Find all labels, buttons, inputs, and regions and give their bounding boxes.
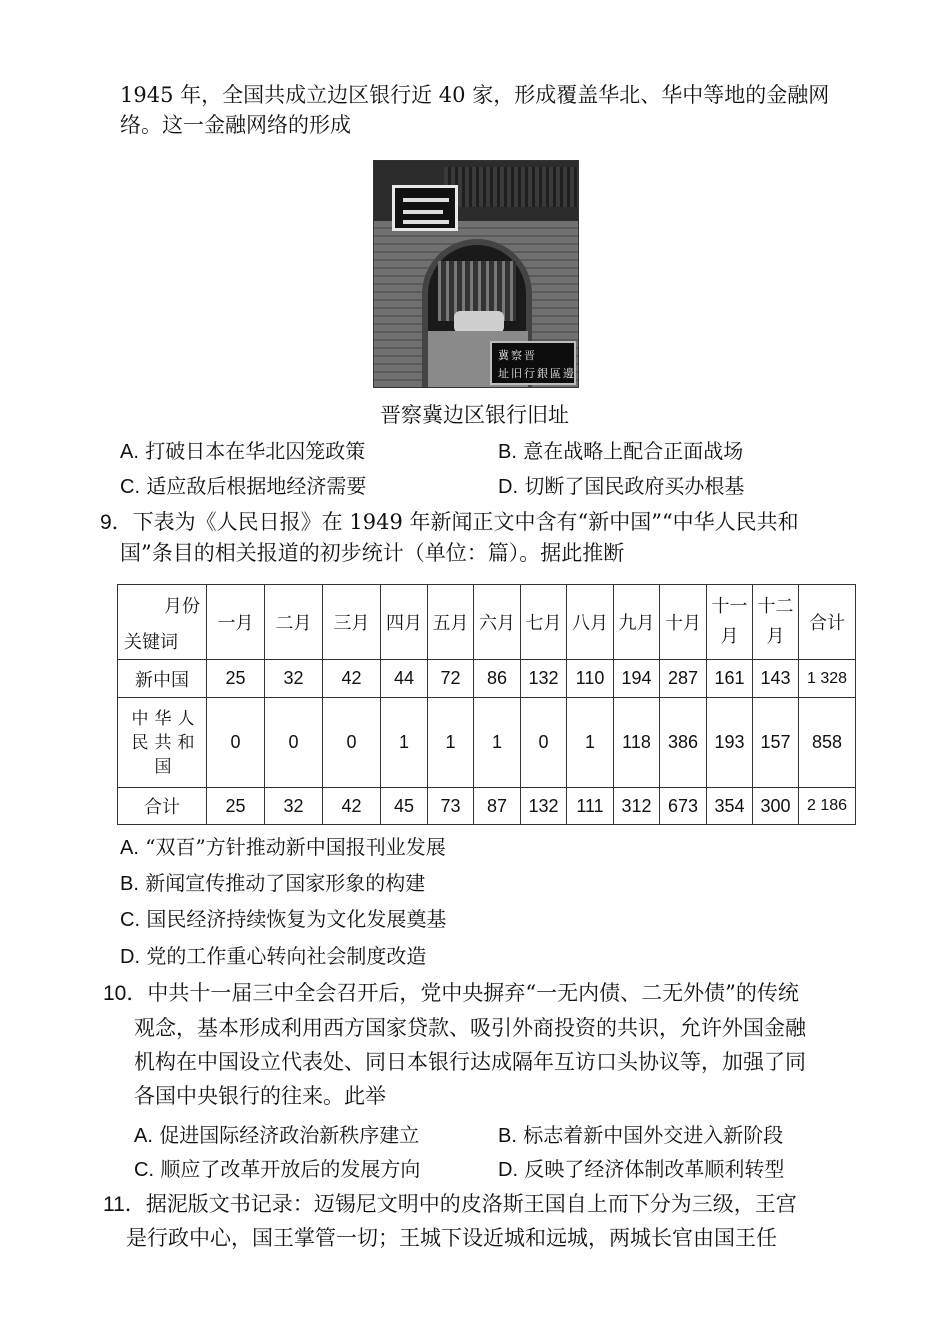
table-cell: 86 <box>474 660 521 698</box>
table-cell: 386 <box>660 698 707 788</box>
table-corner-cell <box>118 585 207 660</box>
photo-caption: 晋察冀边区银行旧址 <box>380 403 569 427</box>
table-cell: 42 <box>323 660 381 698</box>
table-cell: 45 <box>381 788 428 825</box>
sign-text-line-2: 址旧行銀區邊 <box>498 367 576 380</box>
table-cell: 194 <box>614 660 660 698</box>
corner-month-label: 月份 <box>164 596 200 617</box>
table-cell: 1 <box>567 698 614 788</box>
q10-option-c: C. 顺应了改革开放后的发展方向 <box>134 1157 421 1181</box>
table-cell-total: 2 186 <box>799 788 856 825</box>
month-header: 十一月 <box>707 585 753 660</box>
table-cell: 73 <box>428 788 474 825</box>
q10-option-d: D. 反映了经济体制改革顺利转型 <box>498 1157 785 1181</box>
table-cell: 312 <box>614 788 660 825</box>
q10-stem-line-2: 观念，基本形成利用西方国家贷款、吸引外商投资的共识，允许外国金融 <box>134 1016 806 1040</box>
table-cell: 1 <box>381 698 428 788</box>
table-cell: 161 <box>707 660 753 698</box>
q10-stem-line-4: 各国中央银行的往来。此举 <box>134 1084 386 1108</box>
row-label: 合计 <box>118 788 207 825</box>
q9-stem-line-1: 9．下表为《人民日报》在 1949 年新闻正文中含有“新中国”“中华人民共和 <box>100 510 799 534</box>
month-header: 七月 <box>521 585 567 660</box>
q10-stem-line-3: 机构在中国设立代表处、同日本银行达成隔年互访口头协议等，加强了同 <box>134 1050 806 1074</box>
intro-line-1: 1945 年，全国共成立边区银行近 40 家，形成覆盖华北、华中等地的金融网 <box>120 83 830 107</box>
q8-option-a: A. 打破日本在华北囚笼政策 <box>120 439 366 463</box>
row-label: 中华人民共和国 <box>118 698 207 788</box>
photo-lower-sign <box>490 341 576 385</box>
q10-option-a: A. 促进国际经济政治新秩序建立 <box>134 1123 420 1147</box>
table-cell: 0 <box>207 698 265 788</box>
table-cell: 118 <box>614 698 660 788</box>
month-header: 八月 <box>567 585 614 660</box>
table-cell: 0 <box>265 698 323 788</box>
photo-figures <box>454 311 504 333</box>
table-cell: 673 <box>660 788 707 825</box>
q10-stem-line-1: 10．中共十一届三中全会召开后，党中央摒弃“一无内债、二无外债”的传统 <box>103 981 799 1005</box>
row-label: 新中国 <box>118 660 207 698</box>
table-cell: 44 <box>381 660 428 698</box>
month-header: 一月 <box>207 585 265 660</box>
table-cell: 111 <box>567 788 614 825</box>
month-header: 二月 <box>265 585 323 660</box>
month-header: 五月 <box>428 585 474 660</box>
month-header: 六月 <box>474 585 521 660</box>
q11-stem-line-1: 11．据泥版文书记录：迈锡尼文明中的皮洛斯王国自上而下分为三级，王宫 <box>103 1192 797 1216</box>
q9-stats-table <box>117 584 856 825</box>
table-cell: 32 <box>265 660 323 698</box>
table-cell: 143 <box>753 660 799 698</box>
q11-stem-line-2: 是行政中心，国王掌管一切；王城下设近城和远城，两城长官由国王任 <box>126 1226 777 1250</box>
table-cell: 0 <box>521 698 567 788</box>
q9-option-b: B. 新闻宣传推动了国家形象的构建 <box>120 871 426 895</box>
q10-option-b: B. 标志着新中国外交进入新阶段 <box>498 1123 784 1147</box>
table-row <box>118 788 856 825</box>
table-cell: 132 <box>521 660 567 698</box>
month-header: 十月 <box>660 585 707 660</box>
table-cell: 42 <box>323 788 381 825</box>
q8-option-c: C. 适应敌后根据地经济需要 <box>120 474 367 498</box>
sign-text-line-1: 冀察晋 <box>498 349 537 362</box>
month-header: 三月 <box>323 585 381 660</box>
table-cell: 32 <box>265 788 323 825</box>
table-row <box>118 698 856 788</box>
corner-keyword-label: 关键词 <box>124 632 178 653</box>
table-cell: 110 <box>567 660 614 698</box>
q8-option-d: D. 切断了国民政府买办根基 <box>498 474 745 498</box>
photo-upper-sign <box>392 185 458 231</box>
intro-line-2: 络。这一金融网络的形成 <box>120 113 351 137</box>
table-cell: 87 <box>474 788 521 825</box>
table-cell: 72 <box>428 660 474 698</box>
month-header: 九月 <box>614 585 660 660</box>
table-row <box>118 660 856 698</box>
table-cell-total: 858 <box>799 698 856 788</box>
table-cell-total: 1 328 <box>799 660 856 698</box>
q8-option-b: B. 意在战略上配合正面战场 <box>498 439 744 463</box>
table-cell: 0 <box>323 698 381 788</box>
table-cell: 1 <box>428 698 474 788</box>
table-cell: 132 <box>521 788 567 825</box>
q9-option-c: C. 国民经济持续恢复为文化发展奠基 <box>120 907 447 931</box>
table-cell: 25 <box>207 660 265 698</box>
table-cell: 193 <box>707 698 753 788</box>
table-cell: 157 <box>753 698 799 788</box>
table-header-row <box>118 585 856 660</box>
total-header: 合计 <box>799 585 856 660</box>
photo-roof-tiles <box>444 167 578 207</box>
table-cell: 287 <box>660 660 707 698</box>
month-header: 十二月 <box>753 585 799 660</box>
q9-option-a: A. “双百”方针推动新中国报刊业发展 <box>120 835 446 859</box>
table-cell: 25 <box>207 788 265 825</box>
bank-site-photo <box>373 160 579 388</box>
month-header: 四月 <box>381 585 428 660</box>
table-cell: 354 <box>707 788 753 825</box>
q9-stem-line-2: 国”条目的相关报道的初步统计（单位：篇）。据此推断 <box>120 541 625 565</box>
table-cell: 1 <box>474 698 521 788</box>
table-cell: 300 <box>753 788 799 825</box>
q9-option-d: D. 党的工作重心转向社会制度改造 <box>120 944 427 968</box>
